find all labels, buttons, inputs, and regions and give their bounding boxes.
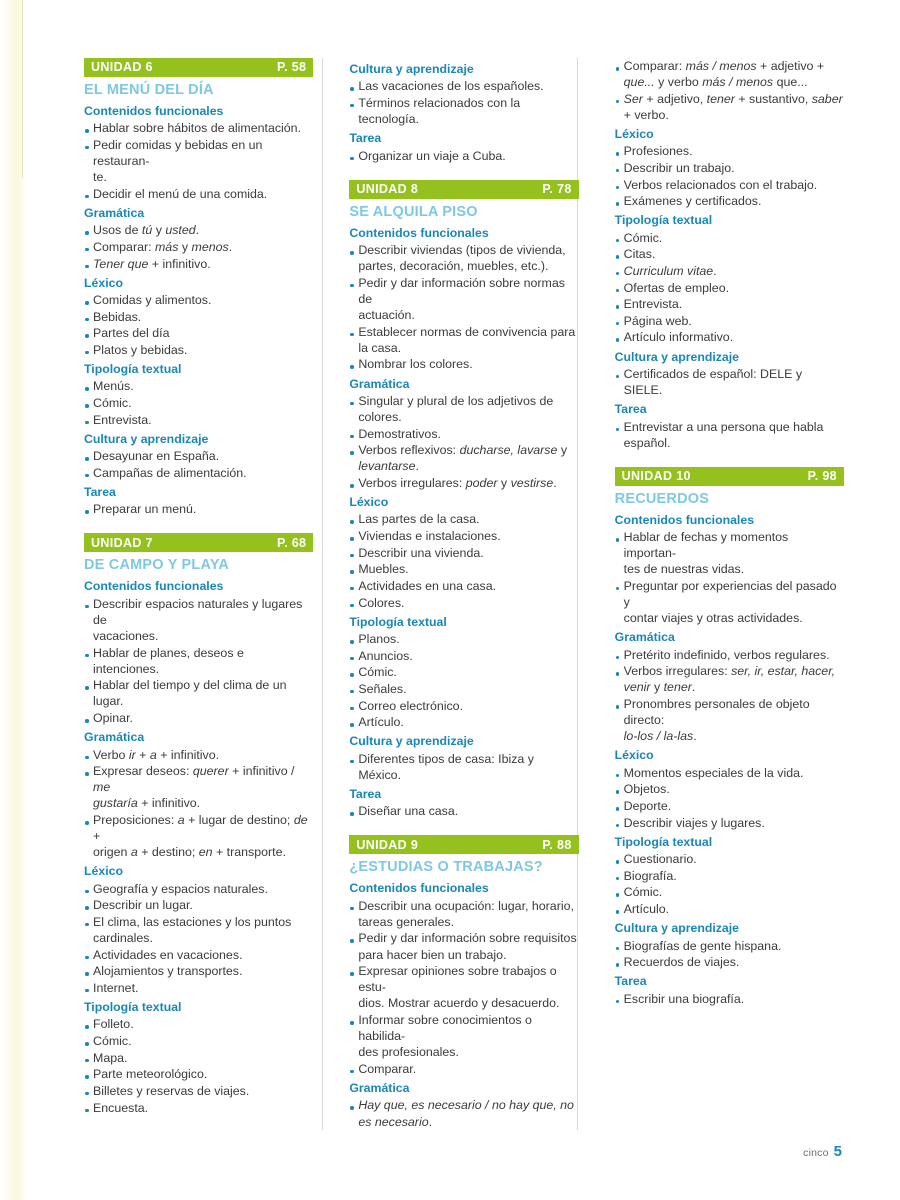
list-item: Escribir una biografía. <box>615 991 844 1007</box>
list-item: Curriculum vitae. <box>615 263 844 279</box>
list-item: Biografías de gente hispana. <box>615 938 844 954</box>
list-item: Hablar sobre hábitos de alimentación. <box>84 120 313 136</box>
list-item: Opinar. <box>84 710 313 726</box>
list-item: Anuncios. <box>349 648 578 664</box>
section-item-list <box>615 230 844 346</box>
section-heading: Gramática <box>349 1081 410 1096</box>
section-heading: Léxico <box>84 864 123 879</box>
list-item: Comidas y alimentos. <box>84 292 313 308</box>
section-heading: Tipología textual <box>614 834 713 849</box>
section-heading: Contenidos funcionales <box>349 881 489 896</box>
section-item-list <box>349 898 578 1077</box>
section-heading: Cultura y aprendizaje <box>614 921 740 936</box>
list-item: Diferentes tipos de casa: Ibiza y México. <box>349 751 578 783</box>
section-heading: Léxico <box>614 748 654 763</box>
list-item: Verbos reflexivos: ducharse, lavarse y levantarse. <box>349 442 578 474</box>
list-item: Exámenes y certificados. <box>615 193 844 209</box>
list-item: Organizar un viaje a Cuba. <box>349 148 578 164</box>
unit-page-reference: P. 58 <box>277 60 307 75</box>
list-item: Expresar opiniones sobre trabajos o estu- dios. Mostrar acuerdo y desacuerdo. <box>349 963 578 1011</box>
list-item: Ofertas de empleo. <box>615 280 844 296</box>
list-item: Verbos irregulares: ser, ir, estar, hacer, venir y tener. <box>615 663 844 695</box>
section-heading: Contenidos funcionales <box>84 579 224 594</box>
section-item-list <box>84 747 313 861</box>
list-item: Recuerdos de viajes. <box>615 954 844 970</box>
list-item: Muebles. <box>349 561 578 577</box>
list-item: Pedir y dar información sobre requisitos para hacer bien un trabajo. <box>349 930 578 962</box>
section-item-list <box>615 529 844 626</box>
list-item: Usos de tú y usted. <box>84 222 313 238</box>
list-item: Pedir comidas y bebidas en un restauran- te. <box>84 137 313 185</box>
list-item: Pronombres personales de objeto directo: lo-los / la-las. <box>615 696 844 744</box>
list-item: Alojamientos y transportes. <box>84 963 313 979</box>
unit-title: SE ALQUILA PISO <box>349 203 478 220</box>
list-item: Comparar: más / menos + adjetivo + que... y verbo más / menos que... <box>615 58 844 90</box>
unit-title: DE CAMPO Y PLAYA <box>84 557 230 574</box>
list-item: Menús. <box>84 378 313 394</box>
list-item: Describir una ocupación: lugar, horario, tareas generales. <box>349 898 578 930</box>
section-item-list <box>615 58 844 123</box>
list-item: Verbos relacionados con el trabajo. <box>615 177 844 193</box>
section-heading: Cultura y aprendizaje <box>614 349 740 364</box>
section-heading: Cultura y aprendizaje <box>84 431 209 446</box>
list-item: Cómic. <box>84 395 313 411</box>
list-item: Pedir y dar información sobre normas de actuación. <box>349 275 578 323</box>
unit-block <box>84 533 313 1115</box>
list-item: Preparar un menú. <box>84 501 313 517</box>
list-item: Verbo ir + a + infinitivo. <box>84 747 313 763</box>
section-heading: Léxico <box>614 127 654 141</box>
list-item: Encuesta. <box>84 1100 313 1116</box>
list-item: Billetes y reservas de viajes. <box>84 1083 313 1099</box>
section-item-list <box>84 881 313 996</box>
section-item-list <box>615 765 844 831</box>
section-heading: Gramática <box>349 376 410 391</box>
list-item: Certificados de español: DELE y SIELE. <box>615 366 844 398</box>
section-heading: Tipología textual <box>349 614 447 629</box>
section-heading: Cultura y aprendizaje <box>349 734 474 749</box>
list-item: Actividades en una casa. <box>349 578 578 594</box>
list-item: Partes del día <box>84 325 313 341</box>
section-heading: Léxico <box>84 275 123 290</box>
list-item: Expresar deseos: querer + infinitivo / me gustaría + infinitivo. <box>84 763 313 811</box>
unit-block <box>349 180 578 820</box>
list-item: Describir viviendas (tipos de vivienda, partes, decoración, muebles, etc.). <box>349 242 578 274</box>
list-item: Viviendas e instalaciones. <box>349 528 578 544</box>
section-item-list <box>615 419 844 451</box>
section-item-list <box>615 143 844 209</box>
list-item: Las partes de la casa. <box>349 511 578 527</box>
unit-label: UNIDAD 10 <box>621 469 691 484</box>
list-item: Diseñar una casa. <box>349 803 578 819</box>
list-item: Hay que, es necesario / no hay que, no es necesario. <box>349 1097 578 1129</box>
section-heading: Tarea <box>349 786 382 801</box>
page-footer <box>803 1143 842 1160</box>
list-item: Nombrar los colores. <box>349 356 578 372</box>
section-item-list <box>84 1016 313 1115</box>
section-heading: Cultura y aprendizaje <box>349 62 474 76</box>
list-item: Actividades en vacaciones. <box>84 947 313 963</box>
list-item: Momentos especiales de la vida. <box>615 765 844 781</box>
column-2 <box>331 58 578 1130</box>
list-item: Comparar. <box>349 1061 578 1077</box>
page-gutter-rule <box>22 0 23 178</box>
list-item: Página web. <box>615 313 844 329</box>
list-item: Planos. <box>349 631 578 647</box>
section-item-list <box>349 242 578 373</box>
list-item: Hablar del tiempo y del clima de un lugar. <box>84 677 313 709</box>
list-item: Cómic. <box>615 884 844 900</box>
section-item-list <box>349 631 578 730</box>
section-heading: Tipología textual <box>84 1000 182 1015</box>
section-heading: Contenidos funcionales <box>614 512 755 527</box>
unit-title: EL MENÚ DEL DÍA <box>84 82 214 98</box>
list-item: Artículo. <box>615 901 844 917</box>
section-heading: Tarea <box>614 974 647 989</box>
list-item: Describir un lugar. <box>84 897 313 913</box>
list-item: Cuestionario. <box>615 851 844 867</box>
list-item: Las vacaciones de los españoles. <box>349 78 578 94</box>
section-heading: Contenidos funcionales <box>84 103 224 118</box>
list-item: Términos relacionados con la tecnología. <box>349 95 578 127</box>
section-heading: Tarea <box>349 131 382 146</box>
list-item: Citas. <box>615 246 844 262</box>
section-item-list <box>615 851 844 917</box>
page-number-digit: 5 <box>833 1143 842 1160</box>
unit-block <box>349 835 578 1129</box>
list-item: Decidir el menú de una comida. <box>84 186 313 202</box>
section-heading: Léxico <box>349 495 389 510</box>
list-item: Deporte. <box>615 798 844 814</box>
section-item-list <box>84 501 313 517</box>
list-item: Folleto. <box>84 1016 313 1032</box>
list-item: Describir una vivienda. <box>349 545 578 561</box>
list-item: Hablar de fechas y momentos importan- tes de nuestras vidas. <box>615 529 844 577</box>
list-item: Cómic. <box>615 230 844 246</box>
unit-page-reference: P. 78 <box>542 181 572 196</box>
section-item-list <box>615 938 844 971</box>
list-item: Geografía y espacios naturales. <box>84 881 313 897</box>
section-heading: Tarea <box>84 484 116 499</box>
list-item: Verbos irregulares: poder y vestirse. <box>349 475 578 491</box>
list-item: Entrevistar a una persona que habla español. <box>615 419 844 451</box>
unit-title: ¿ESTUDIAS O TRABAJAS? <box>349 859 543 876</box>
unit-block <box>615 467 844 1007</box>
list-item: El clima, las estaciones y los puntos cardinales. <box>84 914 313 946</box>
list-item: Describir espacios naturales y lugares de vacaciones. <box>84 596 313 644</box>
list-item: Correo electrónico. <box>349 698 578 714</box>
list-item: Informar sobre conocimientos o habilida- des profesionales. <box>349 1012 578 1060</box>
unit-header-bar[interactable] <box>349 835 578 854</box>
section-item-list <box>615 647 844 745</box>
section-heading: Gramática <box>84 730 145 745</box>
list-item: Parte meteorológico. <box>84 1066 313 1082</box>
section-heading: Gramática <box>84 205 145 220</box>
section-item-list <box>84 448 313 481</box>
list-item: Platos y bebidas. <box>84 342 313 358</box>
list-item: Entrevista. <box>615 296 844 312</box>
column-3 <box>597 58 844 1130</box>
section-item-list <box>349 803 578 819</box>
list-item: Cómic. <box>84 1033 313 1049</box>
list-item: Desayunar en España. <box>84 448 313 464</box>
section-item-list <box>349 393 578 491</box>
section-item-list <box>349 78 578 127</box>
index-columns <box>84 58 844 1130</box>
list-item: Internet. <box>84 980 313 996</box>
list-item: Establecer normas de convivencia para la casa. <box>349 324 578 356</box>
unit-page-reference: P. 98 <box>807 469 837 484</box>
list-item: Biografía. <box>615 868 844 884</box>
unit-page-reference: P. 68 <box>277 535 307 550</box>
list-item: Objetos. <box>615 781 844 797</box>
list-item: Tener que + infinitivo. <box>84 256 313 272</box>
list-item: Bebidas. <box>84 309 313 325</box>
unit-label: UNIDAD 9 <box>356 837 419 852</box>
list-item: Colores. <box>349 595 578 611</box>
unit-header-bar[interactable] <box>84 533 313 552</box>
page-number-word: cinco <box>803 1147 829 1159</box>
unit-label: UNIDAD 7 <box>91 535 153 550</box>
unit-page-reference: P. 88 <box>542 837 572 852</box>
list-item: Campañas de alimentación. <box>84 465 313 481</box>
section-heading: Tarea <box>614 402 647 417</box>
section-item-list <box>349 751 578 783</box>
unit-block <box>84 58 313 517</box>
list-item: Demostrativos. <box>349 426 578 442</box>
section-item-list <box>84 378 313 427</box>
column-1 <box>84 58 313 1130</box>
section-item-list <box>349 1097 578 1129</box>
section-item-list <box>84 222 313 271</box>
section-item-list <box>615 366 844 398</box>
section-heading: Contenidos funcionales <box>349 225 489 240</box>
list-item: Describir un trabajo. <box>615 160 844 176</box>
unit-label: UNIDAD 8 <box>356 181 419 196</box>
section-item-list <box>84 292 313 358</box>
list-item: Mapa. <box>84 1050 313 1066</box>
list-item: Profesiones. <box>615 143 844 159</box>
list-item: Singular y plural de los adjetivos de colores. <box>349 393 578 425</box>
unit-header-bar[interactable] <box>84 58 313 77</box>
list-item: Artículo informativo. <box>615 329 844 345</box>
section-heading: Tipología textual <box>614 213 713 228</box>
list-item: Señales. <box>349 681 578 697</box>
unit-title: RECUERDOS <box>614 490 710 507</box>
section-heading: Gramática <box>614 630 675 645</box>
unit-header-bar[interactable] <box>349 180 578 199</box>
list-item: Pretérito indefinido, verbos regulares. <box>615 647 844 663</box>
list-item: Preposiciones: a + lugar de destino; de + origen a + destino; en + transporte. <box>84 812 313 860</box>
list-item: Entrevista. <box>84 412 313 428</box>
unit-continuation-block <box>349 62 578 164</box>
list-item: Artículo. <box>349 714 578 730</box>
list-item: Describir viajes y lugares. <box>615 815 844 831</box>
section-item-list <box>349 511 578 610</box>
list-item: Preguntar por experiencias del pasado y contar viajes y otras actividades. <box>615 578 844 626</box>
list-item: Ser + adjetivo, tener + sustantivo, saber + verbo. <box>615 91 844 123</box>
list-item: Comparar: más y menos. <box>84 239 313 255</box>
section-item-list <box>84 120 313 202</box>
unit-header-bar[interactable] <box>615 467 844 486</box>
section-item-list <box>349 148 578 164</box>
unit-continuation-block <box>615 58 844 451</box>
section-item-list <box>84 596 313 727</box>
page-gutter-tint <box>0 0 26 1200</box>
list-item: Cómic. <box>349 664 578 680</box>
section-heading: Tipología textual <box>84 362 182 377</box>
section-item-list <box>615 991 844 1007</box>
list-item: Hablar de planes, deseos e intenciones. <box>84 645 313 677</box>
unit-label: UNIDAD 6 <box>91 60 153 75</box>
